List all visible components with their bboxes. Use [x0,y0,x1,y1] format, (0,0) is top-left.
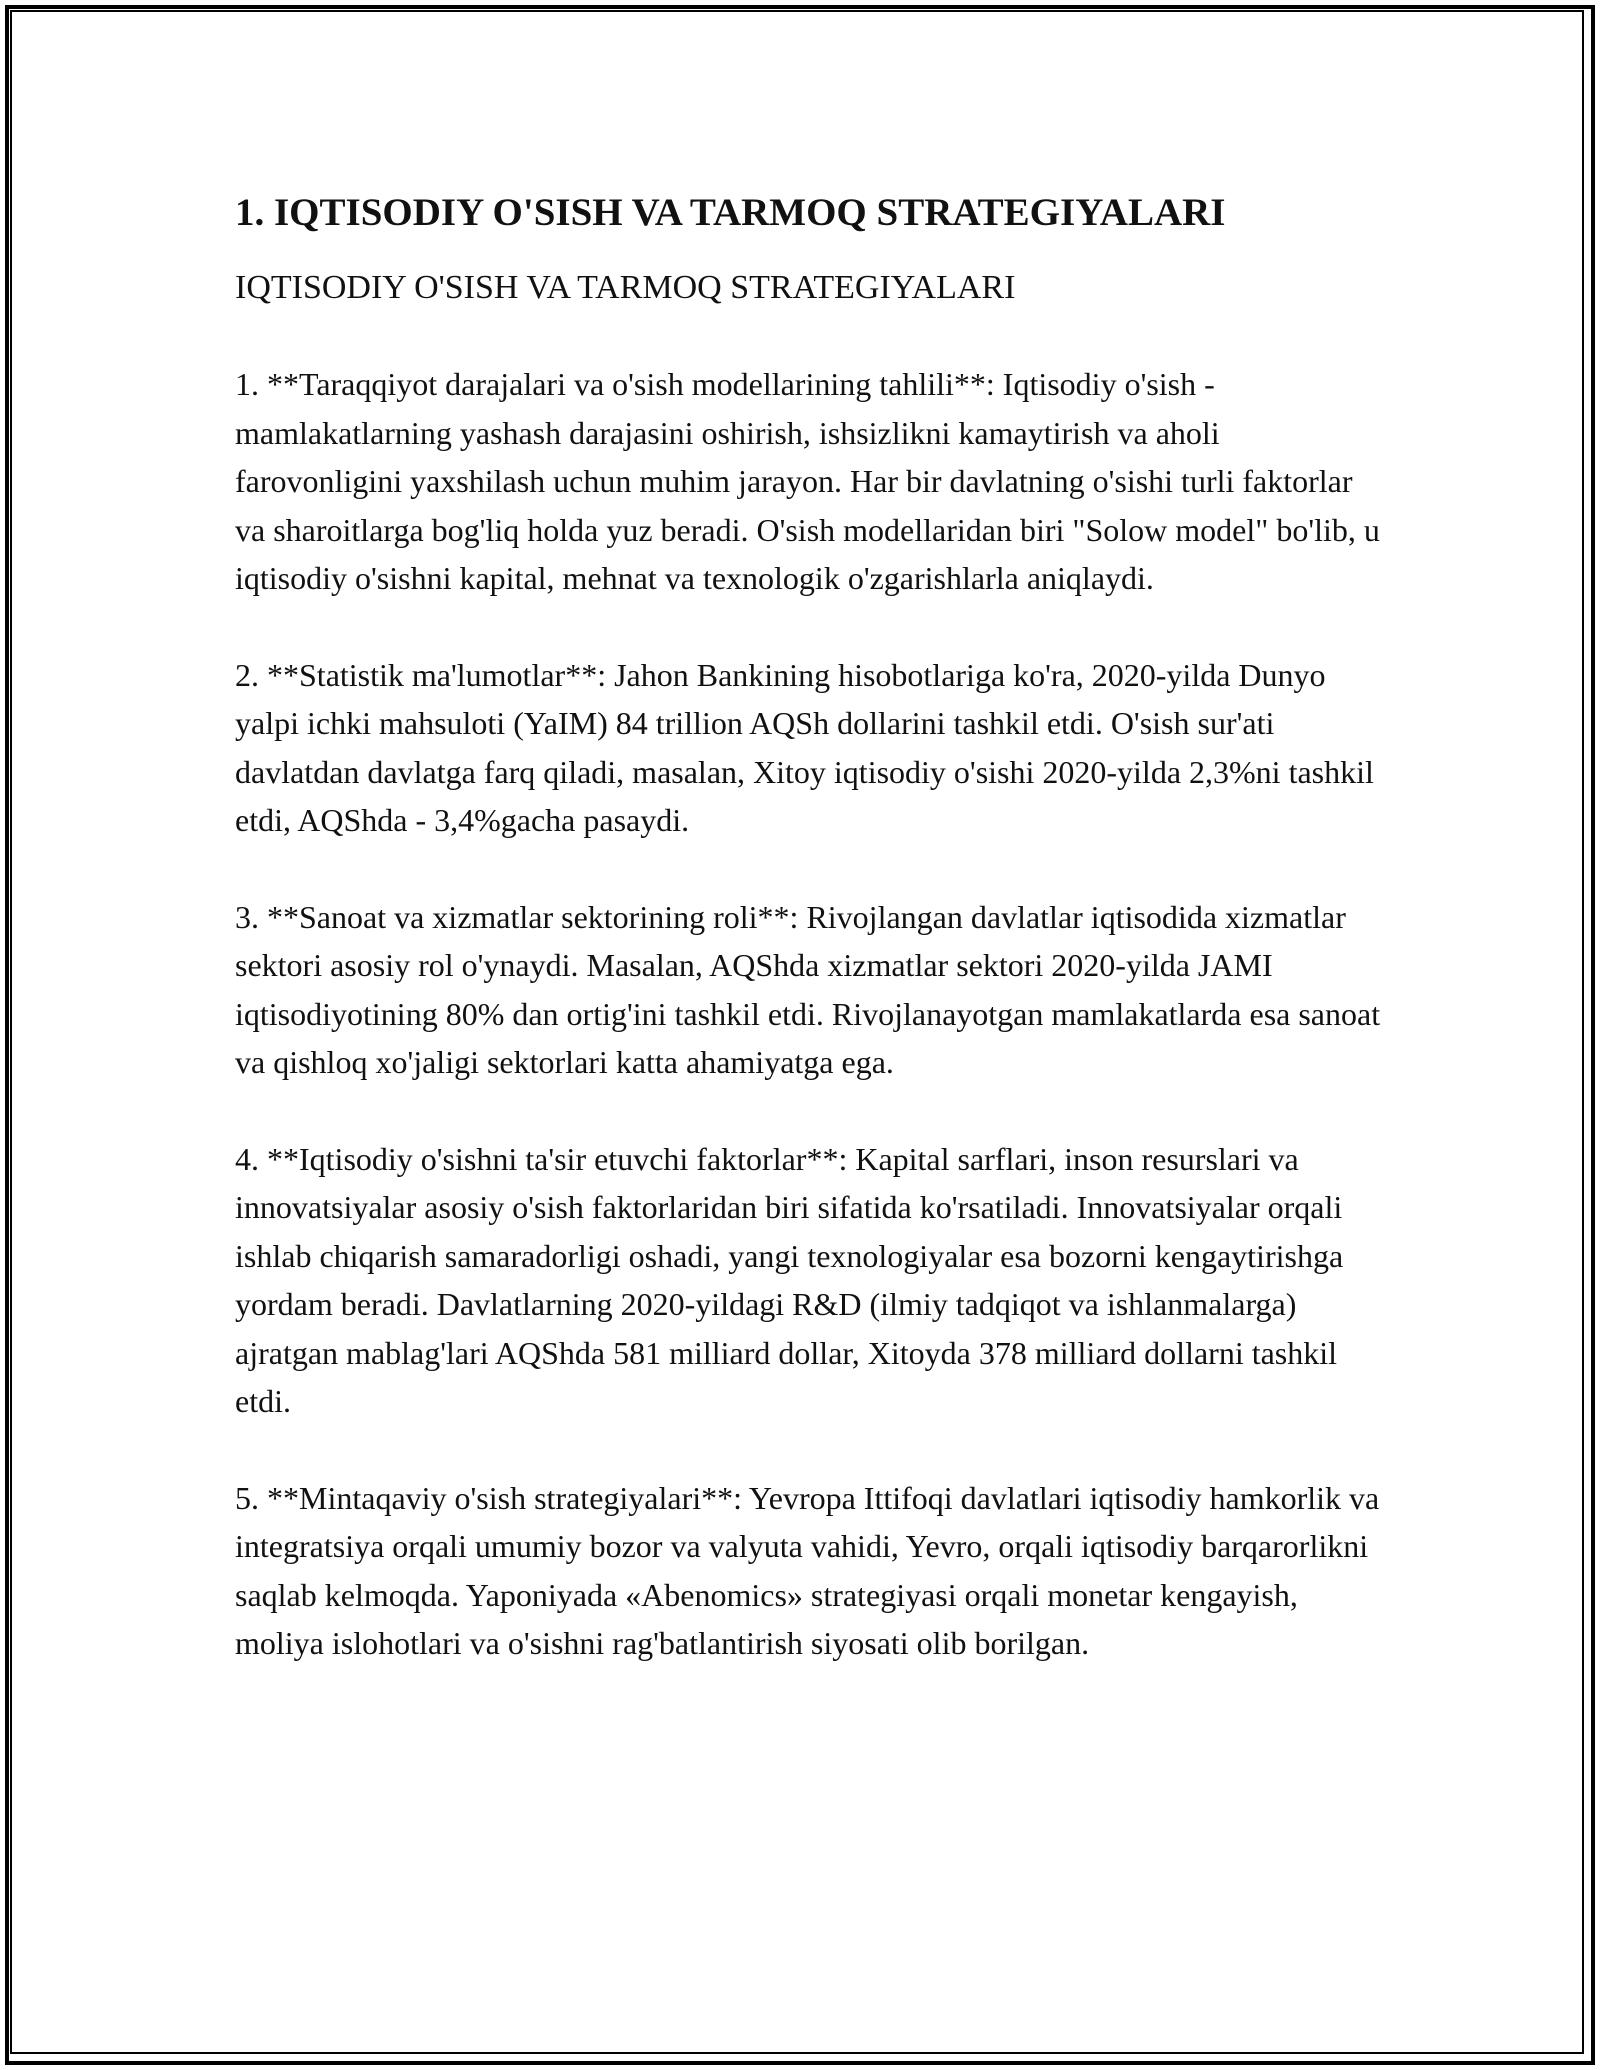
document-subtitle: IQTISODIY O'SISH VA TARMOQ STRATEGIYALARI [235,269,1016,306]
document-title: 1. IQTISODIY O'SISH VA TARMOQ STRATEGIYALARI [235,191,1226,234]
paragraph-1: 1. **Taraqqiyot darajalari va o'sish modellarining tahlili**: Iqtisodiy o'sish - mamlakatlarning yashash darajasini oshirish, ishsizlikni kamaytirish va aholi farovonligini yaxshilash uchun muhim jarayon. Har bir davlatning o'sishi turli faktorlar va sharoitlarga bog'liq holda yuz beradi. O'sish modellaridan biri "Solow model" bo'lib, u iqtisodiy o'sishni kapital, mehnat va texnologik o'zgarishlarla aniqlaydi. [235,366,1380,596]
paragraph-5: 5. **Mintaqaviy o'sish strategiyalari**: Yevropa Ittifoqi davlatlari iqtisodiy hamkorlik va integratsiya orqali umumiy bozor va valyuta vahidi, Yevro, orqali iqtisodiy barqarorlikni saqlab kelmoqda. Yaponiyada «Abenomics» strategiyasi orqali monetar kengayish, moliya islohotlari va o'sishni rag'batlantirish siyosati olib borilgan. [235,1479,1380,1661]
document-body [235,185,1385,1716]
paragraph-3: 3. **Sanoat va xizmatlar sektorining roli**: Rivojlangan davlatlar iqtisodida xizmatlar sektori asosiy rol o'ynaydi. Masalan, AQShda xizmatlar sektori 2020-yilda JAMI iqtisodiyotining 80% dan ortig'ini tashkil etdi. Rivojlanayotgan mamlakatlarda esa sanoat va qishloq xo'jaligi sektorlari katta ahamiyatga ega. [235,898,1381,1080]
paragraph-2: 2. **Statistik ma'lumotlar**: Jahon Bankining hisobotlariga ko'ra, 2020-yilda Dunyo yalpi ichki mahsuloti (YaIM) 84 trillion AQSh dollarini tashkil etdi. O'sish sur'ati davlatdan davlatga farq qiladi, masalan, Xitoy iqtisodiy o'sishi 2020-yilda 2,3%ni tashkil etdi, AQShda - 3,4%gacha pasaydi. [235,656,1374,838]
paragraph-4: 4. **Iqtisodiy o'sishni ta'sir etuvchi faktorlar**: Kapital sarflari, inson resurslari va innovatsiyalar asosiy o'sish faktorlaridan biri sifatida ko'rsatiladi. Innovatsiyalar orqali ishlab chiqarish samaradorligi oshadi, yangi texnologiyalar esa bozorni kengaytirishga yordam beradi. Davlatlarning 2020-yildagi R&D (ilmiy tadqiqot va ishlanmalarga) ajratgan mablag'lari AQShda 581 milliard dollar, Xitoyda 378 milliard dollarni tashkil etdi. [235,1140,1344,1419]
